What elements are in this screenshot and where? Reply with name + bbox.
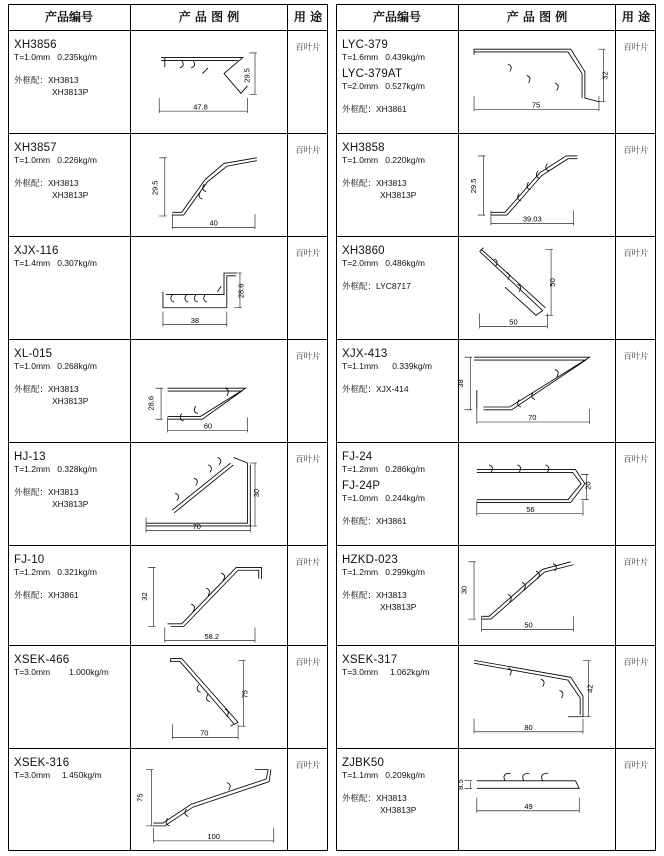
profile-outline: [168, 567, 262, 626]
frame-item: XH3813: [48, 384, 79, 394]
product-code: XH3856: [14, 39, 57, 51]
profile-drawing: [455, 749, 614, 852]
width-dimension-label: 39.03: [522, 214, 542, 224]
frame-item: XH3813P: [52, 396, 89, 406]
product-spec: T=1.0mm 0.235kg/m: [14, 52, 97, 62]
usage-label: 百叶片: [295, 146, 321, 156]
height-dimension-label: 75: [135, 793, 145, 802]
frame-label: 外框配：: [342, 179, 377, 189]
frame-item: XH3813: [376, 793, 407, 803]
profile-drawing: [459, 237, 614, 340]
frame-compat: [342, 104, 458, 116]
product-code: XSEK-317: [342, 654, 398, 666]
frame-label: 外框配：: [342, 794, 377, 804]
height-dimension-label: 28.6: [146, 395, 156, 411]
usage-label: 百叶片: [623, 352, 649, 362]
product-info: [342, 757, 458, 816]
product-row: [336, 340, 656, 443]
usage-label: 百叶片: [623, 558, 649, 568]
product-code: HZKD-023: [342, 554, 398, 566]
usage-label: 百叶片: [623, 146, 649, 156]
frame-item: LYC8717: [376, 281, 411, 291]
product-info: [14, 654, 130, 678]
profile-outline: [474, 660, 583, 716]
product-code: XL-015: [14, 348, 53, 360]
frame-item: XH3813: [48, 75, 79, 85]
frame-label: 外框配：: [14, 591, 49, 601]
frame-item: XH3813P: [380, 602, 417, 612]
product-info: [14, 554, 130, 602]
height-dimension-line: [159, 158, 167, 216]
width-dimension-label: 49: [524, 801, 533, 811]
height-dimension-label: 75: [240, 690, 250, 699]
header-drawing: 产 品 图 例: [178, 10, 240, 24]
height-dimension-label: 28.6: [236, 283, 246, 299]
frame-compat: [342, 178, 458, 201]
header-usage: 用 途: [621, 10, 651, 24]
width-dimension-label: 40: [209, 218, 218, 228]
frame-compat: [342, 281, 458, 293]
frame-item: XH3813: [48, 178, 79, 188]
width-dimension-label: 38: [190, 315, 200, 325]
height-dimension-label: 29.5: [242, 68, 252, 83]
product-spec: T=2.0mm 0.486kg/m: [342, 258, 425, 268]
usage-label: 百叶片: [295, 249, 321, 259]
product-spec: T=3.0mm 1.000kg/m: [14, 667, 109, 677]
frame-label: 外框配：: [14, 179, 49, 189]
product-spec: T=1.2mm 0.321kg/m: [14, 567, 97, 577]
product-row: [8, 443, 328, 546]
width-dimension-label: 70: [200, 728, 209, 738]
product-spec: T=1.4mm 0.307kg/m: [14, 258, 97, 268]
product-row: [336, 134, 656, 237]
product-spec: T=1.2mm 0.286kg/m: [342, 464, 425, 474]
profile-outline: [477, 773, 579, 788]
frame-label: 外框配：: [342, 282, 377, 292]
height-dimension-label: 30: [251, 488, 261, 498]
width-dimension-label: 70: [192, 521, 201, 531]
height-dimension-label: 29.5: [468, 178, 478, 194]
profile-drawing: [131, 443, 286, 546]
product-code-alt: FJ-24P: [342, 480, 381, 492]
product-info: [342, 654, 458, 678]
product-code: XH3860: [342, 245, 385, 257]
product-row: [8, 31, 328, 134]
profile-outline: [161, 58, 247, 94]
profile-outline: [480, 248, 546, 316]
product-code: FJ-10: [14, 554, 45, 566]
product-code: XSEK-466: [14, 654, 70, 666]
height-dimension-label: 32: [600, 71, 610, 80]
usage-label: 百叶片: [295, 761, 321, 771]
height-dimension-label: 38: [455, 379, 465, 388]
product-spec: T=1.1mm 0.209kg/m: [342, 770, 425, 780]
product-row: [336, 443, 656, 546]
usage-label: 百叶片: [295, 558, 321, 568]
product-info: [14, 245, 130, 269]
frame-label: 外框配：: [342, 105, 377, 115]
product-row: [8, 749, 328, 851]
frame-item: XH3813: [48, 487, 79, 497]
product-spec: T=1.0mm 0.220kg/m: [342, 155, 425, 165]
product-info: [14, 348, 130, 407]
profile-outline: [474, 49, 599, 102]
height-dimension-label: 29.5: [150, 180, 160, 196]
product-spec-alt: T=1.0mm 0.244kg/m: [342, 493, 425, 503]
product-row: [336, 546, 656, 646]
height-dimension-label: 8.5: [455, 779, 465, 790]
frame-compat: [342, 590, 458, 613]
frame-item: XH3813P: [52, 87, 89, 97]
height-dimension-label: 30: [459, 585, 469, 595]
width-dimension-label: 50: [509, 317, 518, 327]
product-spec-alt: T=2.0mm 0.527kg/m: [342, 81, 425, 91]
product-spec: T=1.2mm 0.328kg/m: [14, 464, 97, 474]
width-dimension-label: 75: [531, 100, 541, 110]
profile-drawing: [459, 646, 614, 749]
frame-compat: [14, 384, 130, 407]
product-row: [8, 237, 328, 340]
profile-drawing: [459, 31, 614, 134]
product-row: [336, 646, 656, 749]
product-spec: T=3.0mm 1.450kg/m: [14, 770, 102, 780]
header-code: 产品编号: [44, 10, 93, 24]
profile-drawing: [131, 134, 286, 237]
header-usage: 用 途: [293, 10, 323, 24]
frame-item: XH3813: [376, 178, 407, 188]
frame-item: XJX-414: [376, 384, 409, 394]
frame-compat: [342, 384, 458, 396]
frame-item: XH3861: [376, 516, 407, 526]
profile-drawing: [459, 134, 614, 237]
product-info: [14, 39, 130, 98]
height-dimension-label: 42: [585, 684, 595, 693]
profile-drawing: [131, 546, 286, 649]
product-code: XJX-116: [14, 245, 59, 257]
usage-label: 百叶片: [623, 658, 649, 668]
profile-outline: [172, 158, 257, 215]
height-dimension-line: [465, 781, 473, 789]
product-spec: T=1.1mm 0.339kg/m: [342, 361, 432, 371]
product-info: [14, 451, 130, 510]
product-code: HJ-13: [14, 451, 46, 463]
table-header: [8, 4, 328, 30]
height-dimension-line: [155, 388, 163, 419]
usage-label: 百叶片: [295, 352, 321, 362]
product-info: [342, 348, 458, 396]
width-dimension-label: 70: [528, 413, 537, 423]
product-row: [8, 134, 328, 237]
frame-label: 外框配：: [342, 517, 377, 527]
product-code: FJ-24: [342, 451, 373, 463]
profile-drawing: [131, 340, 286, 443]
frame-item: XH3813P: [52, 190, 89, 200]
frame-compat: [14, 487, 130, 510]
product-code: ZJBK50: [342, 757, 385, 769]
frame-compat: [342, 793, 458, 816]
product-row: [8, 546, 328, 646]
product-spec: T=3.0mm 1.062kg/m: [342, 667, 430, 677]
height-dimension-line: [146, 770, 154, 826]
width-dimension-label: 47.8: [193, 102, 208, 112]
product-row: [336, 749, 656, 851]
product-info: [342, 554, 458, 613]
width-dimension-label: 60: [203, 421, 213, 431]
frame-label: 外框配：: [342, 385, 377, 395]
frame-label: 外框配：: [14, 385, 49, 395]
frame-item: XH3813: [376, 590, 407, 600]
usage-label: 百叶片: [295, 455, 321, 465]
product-spec: T=1.2mm 0.299kg/m: [342, 567, 425, 577]
frame-item: XH3813P: [52, 499, 89, 509]
frame-compat: [14, 590, 130, 602]
product-spec: T=1.0mm 0.268kg/m: [14, 361, 97, 371]
table-header: [336, 4, 656, 30]
frame-compat: [14, 178, 130, 201]
profile-drawing: [459, 546, 614, 649]
height-dimension-line: [148, 567, 156, 626]
frame-label: 外框配：: [14, 76, 49, 86]
product-info: [14, 142, 130, 201]
profile-outline: [154, 770, 271, 826]
usage-label: 百叶片: [295, 658, 321, 668]
product-info: [342, 142, 458, 201]
product-code: XH3857: [14, 142, 57, 154]
frame-item: XH3813P: [380, 190, 417, 200]
frame-item: XH3813P: [380, 805, 417, 815]
profile-drawing: [131, 237, 286, 340]
frame-compat: [14, 75, 130, 98]
profile-outline: [163, 273, 236, 308]
profile-drawing: [131, 646, 286, 749]
product-code: LYC-379: [342, 39, 388, 51]
usage-label: 百叶片: [623, 43, 649, 53]
frame-item: XH3861: [376, 104, 407, 114]
product-info: [14, 757, 130, 781]
product-code: XSEK-316: [14, 757, 70, 769]
height-dimension-label: 50: [547, 278, 557, 287]
profile-outline: [170, 659, 238, 727]
profile-drawing: [455, 340, 614, 443]
product-table-left: [8, 4, 328, 851]
height-dimension-line: [478, 156, 486, 215]
profile-drawing: [131, 31, 286, 134]
profile-outline: [474, 357, 590, 410]
usage-label: 百叶片: [623, 761, 649, 771]
profile-outline: [146, 457, 250, 526]
frame-item: XH3861: [48, 590, 79, 600]
width-dimension-label: 80: [524, 722, 533, 732]
usage-label: 百叶片: [295, 43, 321, 53]
height-dimension-line: [468, 562, 476, 619]
header-code: 产品编号: [372, 10, 421, 24]
header-drawing: 产 品 图 例: [506, 10, 568, 24]
product-row: [336, 237, 656, 340]
height-dimension-label: 32: [139, 592, 149, 601]
product-code-alt: LYC-379AT: [342, 68, 403, 80]
height-dimension-line: [465, 357, 473, 410]
product-code: XJX-413: [342, 348, 388, 360]
product-code: XH3858: [342, 142, 385, 154]
width-dimension-label: 58.2: [204, 631, 220, 641]
product-row: [8, 340, 328, 443]
profile-drawing: [131, 749, 286, 852]
product-spec: T=1.0mm 0.226kg/m: [14, 155, 97, 165]
profile-outline: [482, 562, 574, 619]
product-info: [342, 245, 458, 293]
product-spec: T=1.6mm 0.439kg/m: [342, 52, 425, 62]
product-row: [8, 646, 328, 749]
profile-outline: [477, 465, 585, 503]
profile-outline: [491, 156, 577, 215]
width-dimension-label: 100: [207, 832, 220, 842]
usage-label: 百叶片: [623, 249, 649, 259]
product-info: [342, 39, 458, 116]
frame-label: 外框配：: [342, 591, 377, 601]
frame-compat: [342, 516, 458, 528]
profile-drawing: [459, 443, 614, 546]
product-table-right: [336, 4, 656, 851]
frame-label: 外框配：: [14, 488, 49, 498]
width-dimension-label: 56: [526, 504, 535, 514]
profile-outline: [168, 388, 246, 421]
product-info: [342, 451, 458, 528]
usage-label: 百叶片: [623, 455, 649, 465]
height-dimension-label: 20: [583, 481, 593, 490]
width-dimension-label: 50: [524, 620, 533, 630]
product-row: [336, 31, 656, 134]
